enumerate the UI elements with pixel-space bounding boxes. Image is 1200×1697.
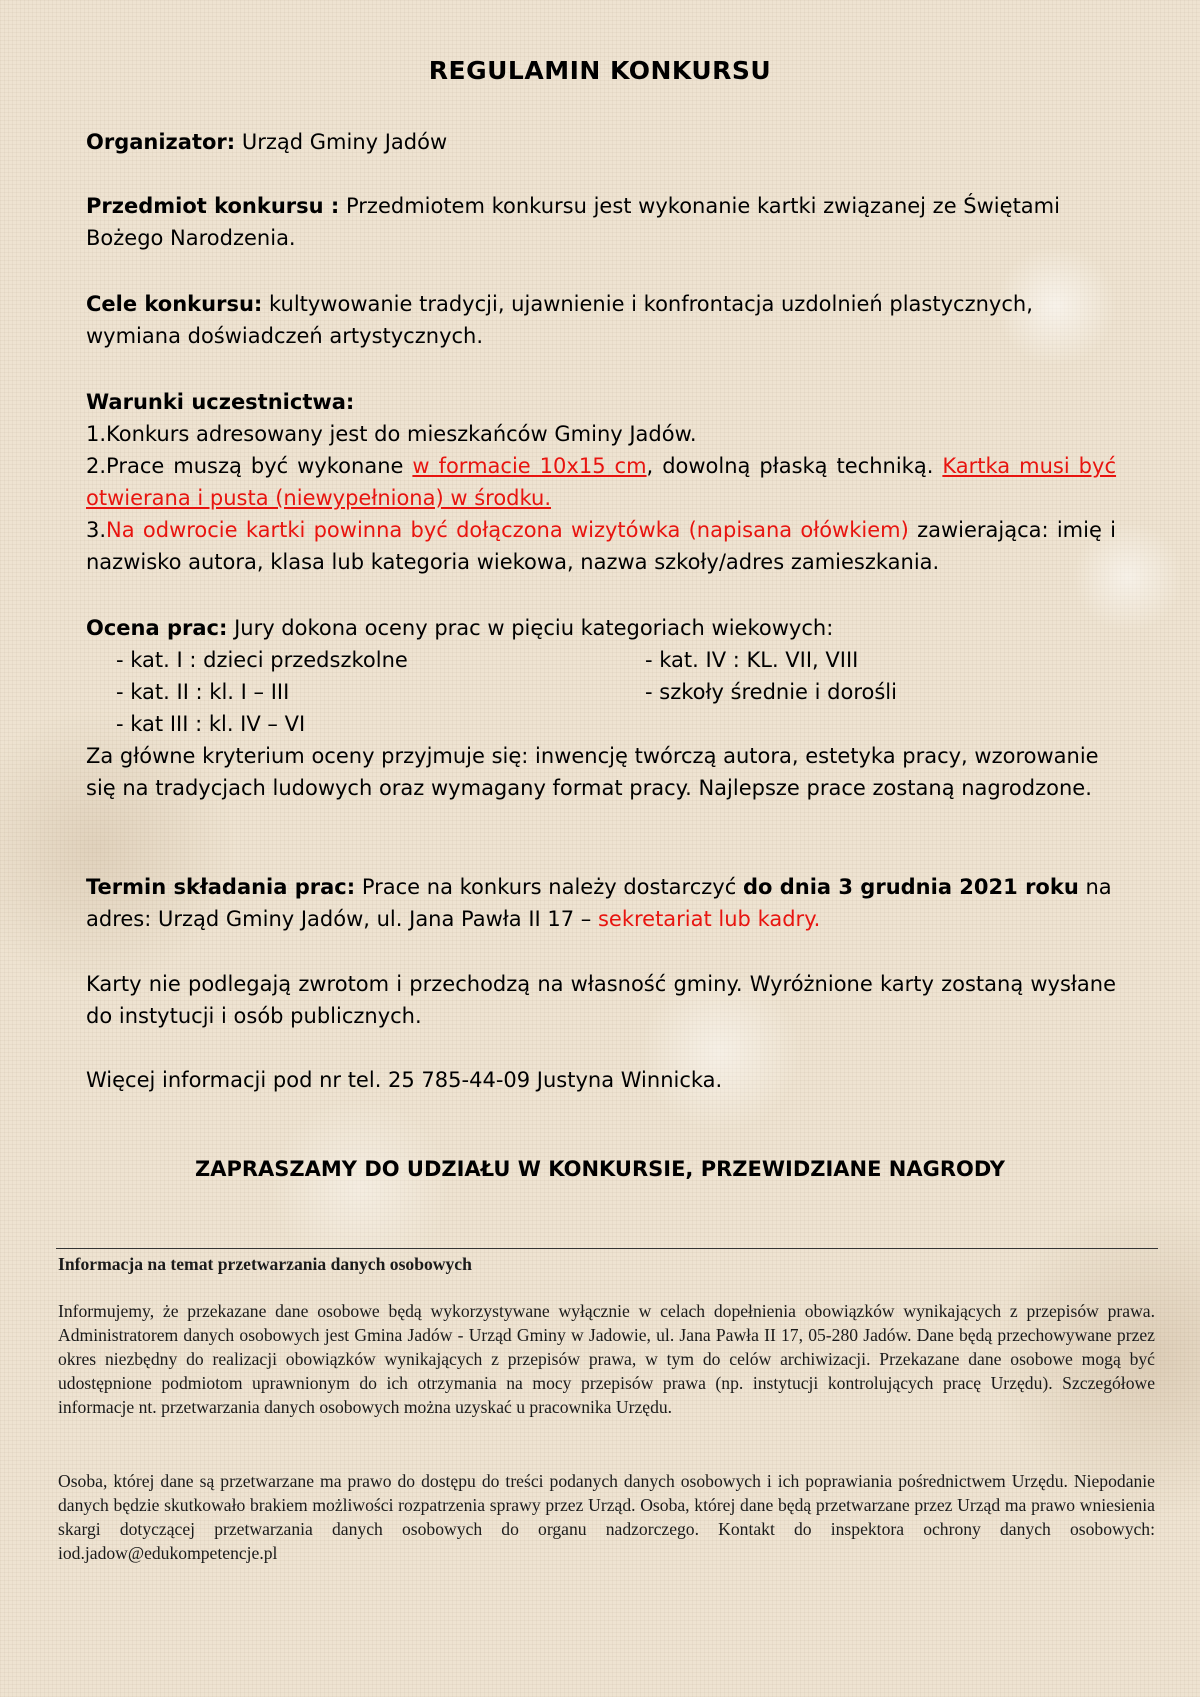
goals-section (86, 288, 1116, 352)
deadline-section (86, 871, 1116, 935)
condition-item-3-rest: zawierająca: imię i nazwisko autora, klasa lub kategoria wiekowa, nazwa szkoły/adres zamieszkania. (86, 518, 1116, 574)
subject-section (86, 190, 1116, 254)
subject-value: Przedmiotem konkursu jest wykonanie kartki związanej ze Świętami Bożego Narodzenia. (86, 194, 1060, 250)
organizer-section (86, 126, 1116, 158)
evaluation-label: Ocena prac: (86, 616, 228, 640)
goals-label: Cele konkursu: (86, 292, 263, 316)
evaluation-criteria: Za główne kryterium oceny przyjmuje się: inwencję twórczą autora, estetyka pracy, wzorowanie się na tradycjach ludowych oraz wymagany format pracy. Najlepsze prace zostaną nagrodzone. (86, 744, 1099, 800)
category-1: - kat. I : dzieci przedszkolne (116, 648, 408, 672)
subject-label: Przedmiot konkursu : (86, 194, 340, 218)
conditions-heading: Warunki uczestnictwa: (86, 390, 355, 414)
category-4: - kat. IV : KL. VII, VIII (645, 648, 859, 672)
condition-item-2 (86, 450, 1116, 514)
business-card-requirement: Na odwrocie kartki powinna być dołączona wizytówka (napisana ołówkiem) (106, 518, 909, 542)
privacy-paragraph-2: Osoba, której dane są przetwarzane ma prawo do dostępu do treści podanych danych osobowych i ich poprawiania pośrednictwem Urzędu. Niepodanie danych będzie skutkowało brakiem możliwości rozpatrzenia sprawy przez Urząd. Osoba, której dane będą przetwarzane przez Urząd ma prawo wniesienia skargi dotyczącej przetwarzania danych osobowych do organu nadzorczego. Kontakt do inspektora ochrony danych osobowych: iod.jadow@edukompetencje.pl (58, 1471, 1155, 1563)
evaluation-intro: Jury dokona oceny prac w pięciu kategoriach wiekowych: (227, 616, 834, 640)
card-requirement: Kartka musi być otwierana i pusta (niewypełniona) w środku. (86, 454, 1116, 510)
deadline-text-1: Prace na konkurs należy dostarczyć (355, 875, 743, 899)
conditions-section (86, 386, 1116, 578)
deadline-office: sekretariat lub kadry. (597, 907, 821, 931)
contact-info: Więcej informacji pod nr tel. 25 785-44-09 Justyna Winnicka. (86, 1068, 723, 1092)
page-title: REGULAMIN KONKURSU (428, 56, 772, 85)
privacy-heading: Informacja na temat przetwarzania danych osobowych (58, 1254, 472, 1274)
condition-item-3 (86, 514, 1116, 578)
category-2: - kat. II : kl. I – III (116, 680, 290, 704)
invitation-banner: ZAPRASZAMY DO UDZIAŁU W KONKURSIE, PRZEWIDZIANE NAGRODY (195, 1157, 1005, 1181)
organizer-label: Organizator: (86, 130, 236, 154)
condition-item-3-prefix: 3. (86, 518, 107, 542)
privacy-paragraph-1: Informujemy, że przekazane dane osobowe będą wykorzystywane wyłącznie w celach dopełnienia obowiązków wynikających z przepisów prawa. Administratorem danych osobowych jest Gmina Jadów - Urząd Gminy w Jadowie, ul. Jana Pawła II 17, 05-280 Jadów. Dane będą przechowywane przez okres niezbędny do realizacji obowiązków wynikających z przepisów prawa, w tym do celów archiwizacji. Przekazane dane osobowe mogą być udostępnione podmiotom uprawnionym do ich otrzymania na mocy przepisów prawa (np. instytucji kontrolujących pracę Urzędu). Szczegółowe informacje nt. przetwarzania danych osobowych można uzyskać u pracownika Urzędu. (58, 1301, 1155, 1417)
deadline-date: do dnia 3 grudnia 2021 roku (742, 875, 1079, 899)
organizer-value: Urząd Gminy Jadów (235, 130, 448, 154)
condition-item-2-prefix: 2.Prace muszą być wykonane (86, 454, 413, 478)
evaluation-section (86, 612, 1116, 804)
category-5: - szkoły średnie i dorośli (645, 680, 897, 704)
deadline-label: Termin składania prac: (86, 875, 356, 899)
deadline-text-2: na adres: Urząd Gminy Jadów, ul. Jana Pawła II 17 – (86, 875, 1112, 931)
condition-item-1: 1.Konkurs adresowany jest do mieszkańców Gminy Jadów. (86, 422, 697, 446)
goals-value: kultywowanie tradycji, ujawnienie i konfrontacja uzdolnień plastycznych, wymiana doświadczeń artystycznych. (86, 292, 1033, 348)
return-note: Karty nie podlegają zwrotom i przechodzą na własność gminy. Wyróżnione karty zostaną wysłane do instytucji i osób publicznych. (86, 972, 1116, 1028)
condition-item-2-mid: , dowolną płaską techniką. (646, 454, 943, 478)
format-requirement: w formacie 10x15 cm (412, 454, 647, 478)
category-3: - kat III : kl. IV – VI (116, 712, 306, 736)
section-divider (56, 1248, 1158, 1249)
